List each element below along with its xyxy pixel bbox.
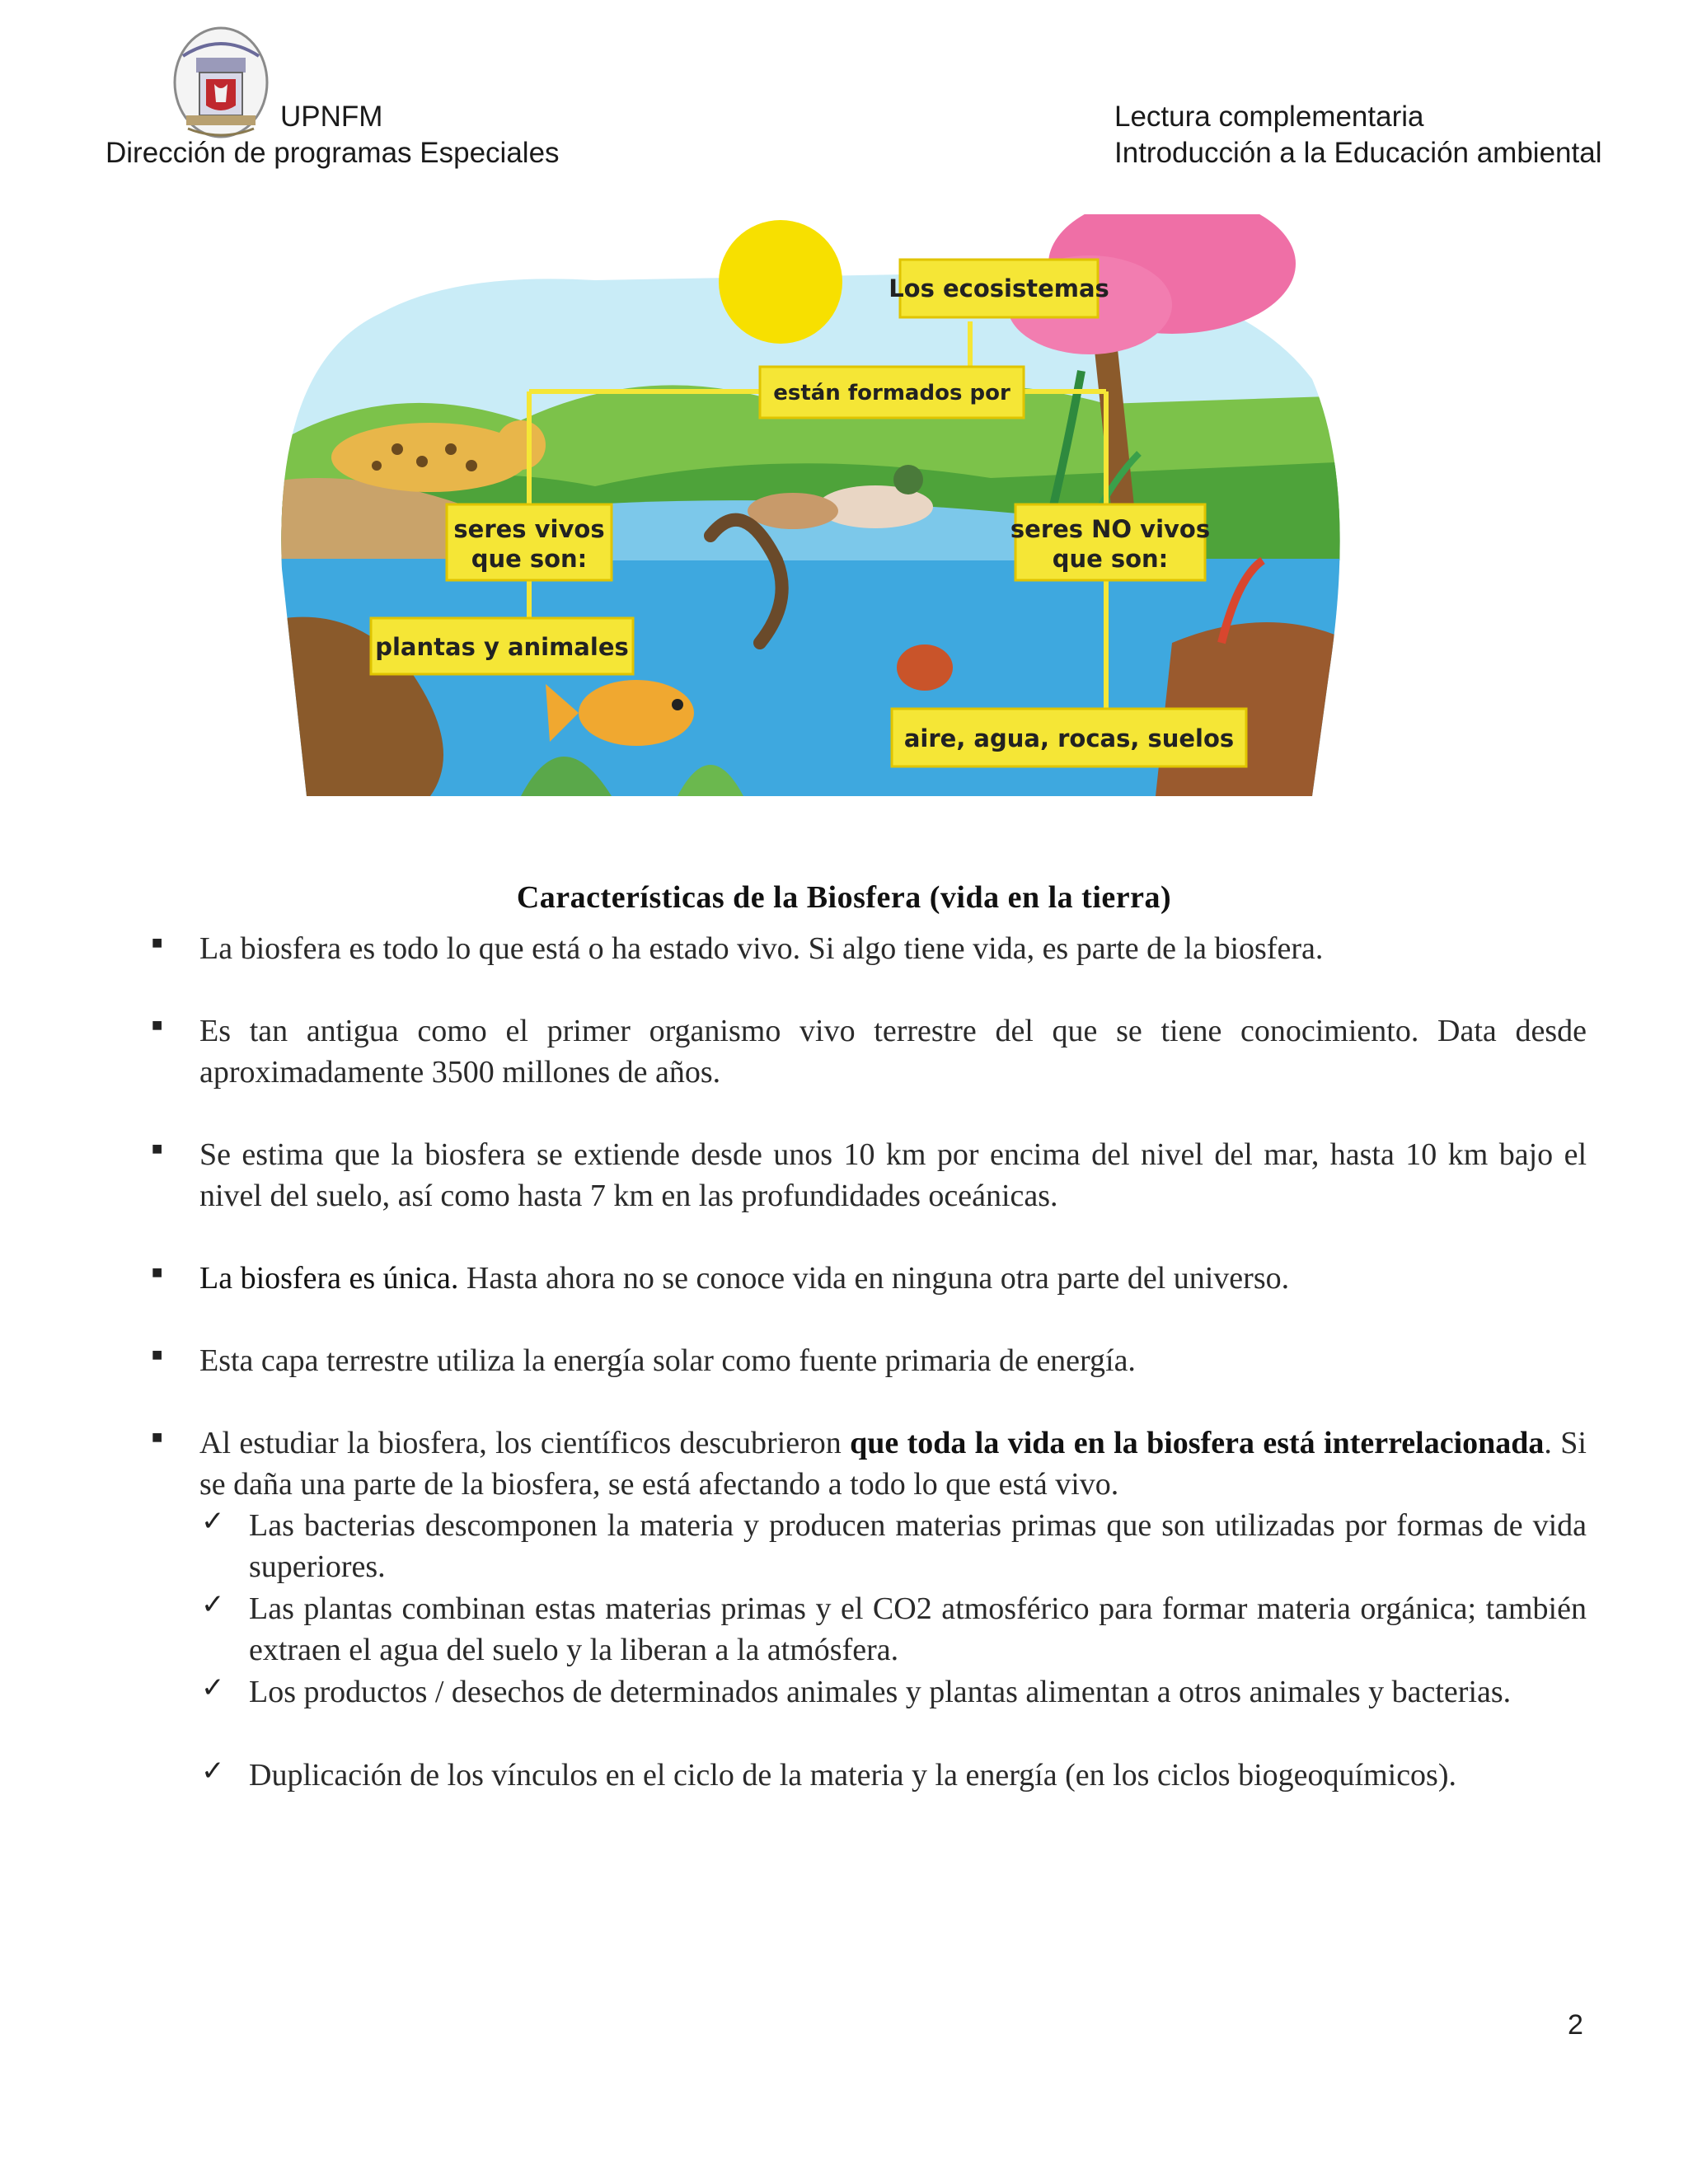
label-seres-vivos-que-son: que son: — [471, 545, 588, 573]
bullet-6-start: Al estudiar la biosfera, los científicos descubrieron — [199, 1426, 851, 1460]
label-ecosistemas: Los ecosistemas — [889, 274, 1109, 302]
bullet-4-rest: Hasta ahora no se conoce vida en ninguna otra parte del universo. — [458, 1261, 1290, 1296]
header-department: Dirección de programas Especiales — [106, 137, 560, 169]
bullet-paragraph-6 — [199, 1422, 1587, 1505]
checkmark-icon: ✓ — [201, 1505, 225, 1538]
square-bullet-icon: ■ — [152, 1138, 163, 1159]
label-aire-agua-rocas: aire, agua, rocas, suelos — [903, 724, 1235, 752]
square-bullet-icon: ■ — [152, 932, 163, 953]
bullet-4-lead: La biosfera es única. — [199, 1261, 459, 1296]
section-title: Características de la Biosfera (vida en la tierra) — [516, 880, 1172, 915]
checkmark-icon: ✓ — [201, 1671, 225, 1704]
sub-item-3: Los productos / desechos de determinados animales y plantas alimentan a otros animales y bacterias. — [249, 1675, 1512, 1709]
label-seres-vivos: seres vivos — [453, 515, 605, 543]
bullet-paragraph-1: La biosfera es todo lo que está o ha estado vivo. Si algo tiene vida, es parte de la biosfera. — [199, 931, 1324, 966]
checkmark-icon: ✓ — [201, 1755, 225, 1788]
bullet-paragraph-5: Esta capa terrestre utiliza la energía solar como fuente primaria de energía. — [199, 1343, 1136, 1378]
label-seres-no-vivos-que-son: que son: — [1052, 545, 1169, 573]
sub-item-4: Duplicación de los vínculos en el ciclo de la materia y la energía (en los ciclos biogeoquímicos). — [249, 1758, 1457, 1793]
sub-item-2: Las plantas combinan estas materias primas y el CO2 atmosférico para formar materia orgánica; también extraen el agua del suelo y la liberan a la atmósfera. — [249, 1591, 1587, 1667]
header-institution: UPNFM — [280, 101, 383, 133]
bullet-6-emphasis: que toda la vida en la biosfera está interrelacionada — [850, 1426, 1545, 1460]
label-formados: están formados por — [773, 381, 1010, 405]
label-plantas-animales: plantas y animales — [375, 633, 629, 661]
sub-item-1: Las bacterias descomponen la materia y producen materias primas que son utilizadas por formas de vida superiores. — [249, 1508, 1587, 1584]
page-number: 2 — [1568, 2009, 1583, 2041]
bullet-paragraph-4 — [199, 1258, 1587, 1299]
square-bullet-icon: ■ — [152, 1015, 163, 1035]
bullet-paragraph-2: Es tan antigua como el primer organismo vivo terrestre del que se tiene conocimiento. Data desde aproximadamente 3500 millones de años. — [199, 1014, 1587, 1090]
header-reading-type: Lectura complementaria — [1114, 101, 1424, 133]
square-bullet-icon: ■ — [152, 1344, 163, 1365]
header-course: Introducción a la Educación ambiental — [1114, 137, 1602, 169]
bullet-6-end: . Si se daña una parte de la biosfera, se está afectando a todo lo que está vivo. — [199, 1426, 1587, 1502]
square-bullet-icon: ■ — [152, 1427, 163, 1447]
university-seal-logo — [171, 23, 270, 147]
ecosystem-illustration — [249, 214, 1353, 796]
bullet-paragraph-3: Se estima que la biosfera se extiende desde unos 10 km por encima del nivel del mar, hasta 10 km bajo el nivel del suelo, así como hasta 7 km en las profundidades oceánicas. — [199, 1137, 1587, 1213]
label-seres-no-vivos: seres NO vivos — [1010, 515, 1211, 543]
square-bullet-icon: ■ — [152, 1262, 163, 1282]
checkmark-icon: ✓ — [201, 1588, 225, 1621]
